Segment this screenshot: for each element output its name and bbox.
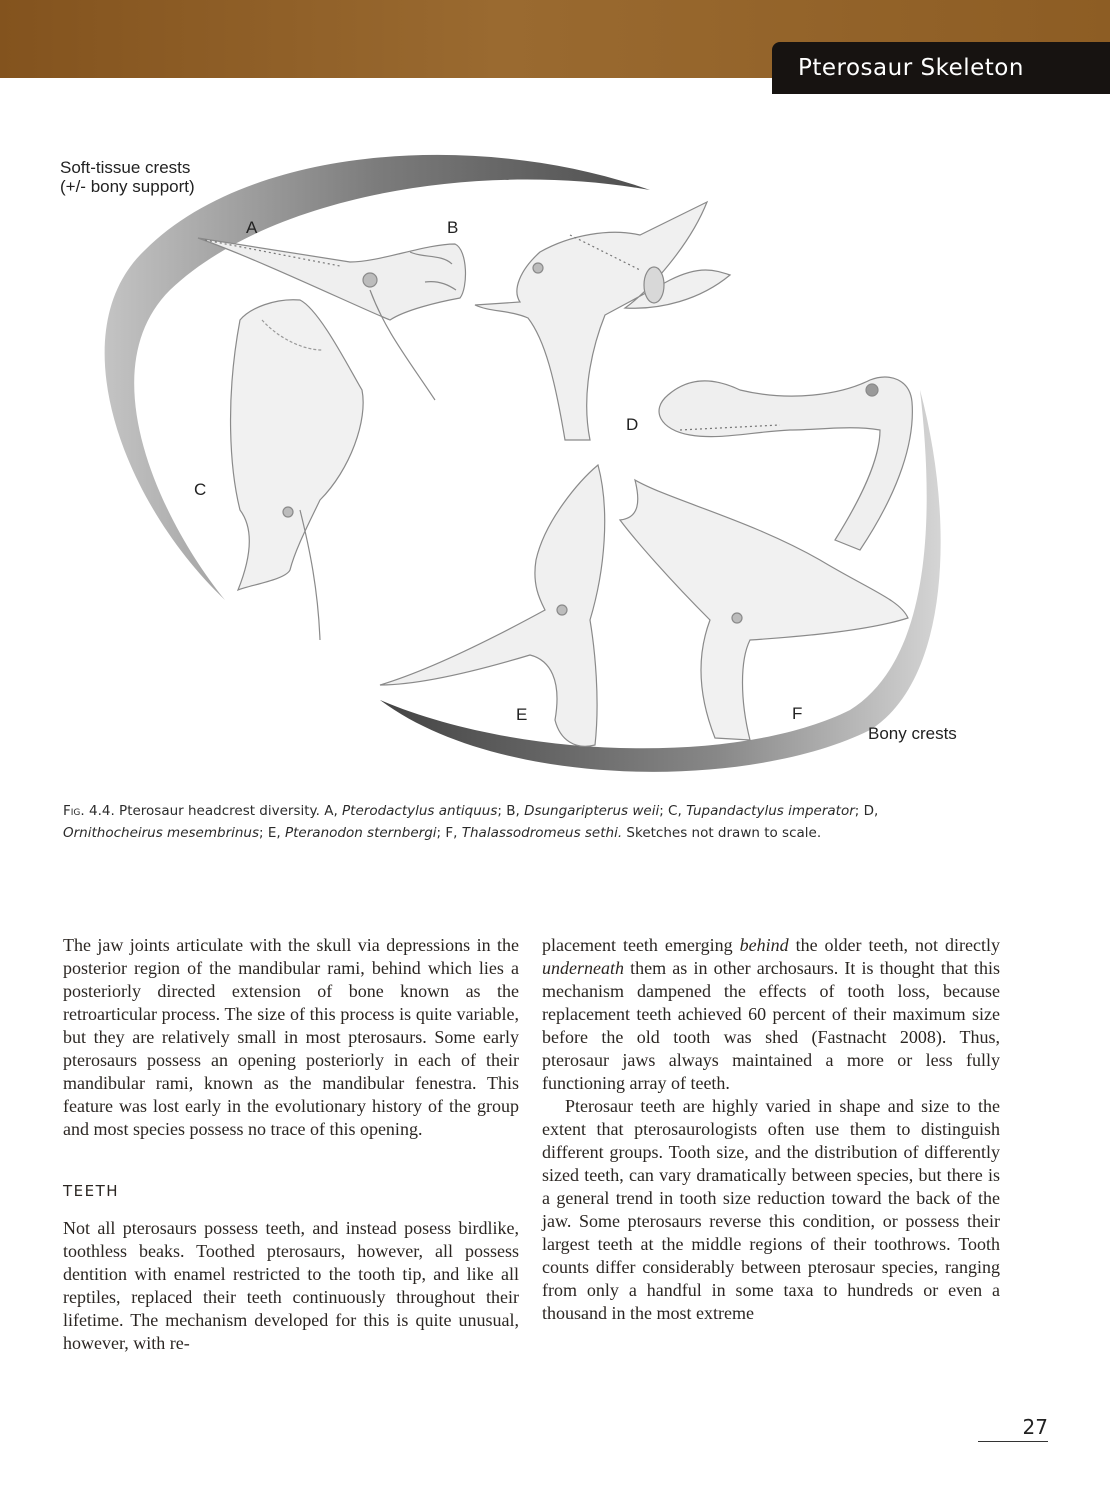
section-heading-teeth: TEETH xyxy=(63,1182,120,1200)
caption-taxon-f: Thalassodromeus sethi. xyxy=(461,825,623,841)
text-column-right xyxy=(542,934,1000,1325)
emphasis-underneath: underneath xyxy=(542,958,624,978)
label-soft-tissue-crests xyxy=(60,158,195,196)
figure-caption: Fig. 4.4. Pterosaur headcrest diversity. A, Pterodactylus antiquus; B, Dsungaripterus weii; C, Tupandactylus imperator; D, Ornithocheirus mesembrinus; E, Pteranodon sternbergi; F, Thalassodromeus sethi. Sketches not drawn to scale. xyxy=(63,803,879,841)
caption-lead: Pterosaur headcrest diversity. xyxy=(119,803,320,819)
label-bony-crests: Bony crests xyxy=(868,724,957,743)
sketch-letter-d: D xyxy=(626,415,639,434)
page-number: 27 xyxy=(1022,1415,1048,1439)
figure-headcrests xyxy=(50,140,970,790)
label-soft-tissue-line1: Soft-tissue crests xyxy=(60,158,191,177)
sketch-letter-a: A xyxy=(246,218,258,237)
caption-letter-d: D, xyxy=(863,803,879,819)
sketch-c xyxy=(231,300,364,640)
sketch-letter-f: F xyxy=(792,704,803,723)
caption-taxon-c: Tupandactylus imperator xyxy=(686,803,855,819)
caption-letter-f: F, xyxy=(445,825,458,841)
page-number-rule xyxy=(978,1441,1048,1442)
text-column-left xyxy=(63,934,519,1355)
text-fragment: placement teeth emerging xyxy=(542,935,740,955)
headcrest-illustration xyxy=(50,140,970,790)
text-fragment: them as in other archosaurs. It is thought that this mechanism dampened the effects of tooth loss, because replacement teeth achieved 60 percent of their maximum size before the old tooth was shed (Fastnacht 2008). Thus, pterosaur jaws always maintained a more or less fully functioning array of teeth. xyxy=(542,958,1000,1093)
caption-taxon-a: Pterodactylus antiquus xyxy=(342,803,498,819)
section-title: Pterosaur Skeleton xyxy=(772,42,1110,94)
emphasis-behind: behind xyxy=(739,935,789,955)
paragraph-teeth-intro: Not all pterosaurs possess teeth, and instead posess birdlike, toothless beaks. Toothed pterosaurs, however, all possess dentition with enamel restricted to the tooth tip, and like all reptiles, replaced their teeth continuously throughout their lifetime. The mechanism developed for this is quite unusual, however, with re- xyxy=(63,1218,519,1353)
sketch-e xyxy=(380,465,605,746)
caption-letter-b: B, xyxy=(506,803,520,819)
caption-taxon-b: Dsungaripterus weii xyxy=(524,803,660,819)
paragraph-replacement-teeth xyxy=(542,934,1000,1095)
caption-taxon-e: Pteranodon sternbergi xyxy=(285,825,437,841)
caption-letter-a: A, xyxy=(324,803,338,819)
sketch-letter-b: B xyxy=(447,218,459,237)
caption-note: Sketches not drawn to scale. xyxy=(626,825,822,841)
text-fragment: the older teeth, not directly xyxy=(788,935,1000,955)
label-soft-tissue-line2: (+/- bony support) xyxy=(60,177,195,196)
paragraph-jaw-joints: The jaw joints articulate with the skull via depressions in the posterior region of the mandibular rami, behind which lies a posteriorly directed extension of bone known as the retroarticular process. The size of this process is quite variable, but they are relatively small in most pterosaurs. Some early pterosaurs possess an opening posteriorly in each of their mandibular rami, known as the mandibular fenestra. This feature was lost early in the evolutionary history of the group and most species possess no trace of this opening. xyxy=(63,935,519,1139)
sketch-letter-e: E xyxy=(516,705,528,724)
caption-taxon-d: Ornithocheirus mesembrinus xyxy=(63,825,260,841)
paragraph-tooth-variation: Pterosaur teeth are highly varied in shape and size to the extent that pterosaurologists often use them to distinguish different groups. Tooth size, and the distribution of differently sized teeth, can vary dramatically between species, but there is a general trend in tooth size reduction toward the back of the jaw. Some pterosaurs reverse this condition, or possess their largest teeth at the middle regions of their toothrows. Tooth counts differ considerably between pterosaur species, ranging from only a handful in some taxa to hundreds or even a thousand in the most extreme xyxy=(542,1096,1000,1323)
caption-letter-c: C, xyxy=(668,803,682,819)
figure-number: Fig. 4.4. xyxy=(63,803,115,819)
sketch-letter-c: C xyxy=(194,480,207,499)
caption-letter-e: E, xyxy=(267,825,281,841)
